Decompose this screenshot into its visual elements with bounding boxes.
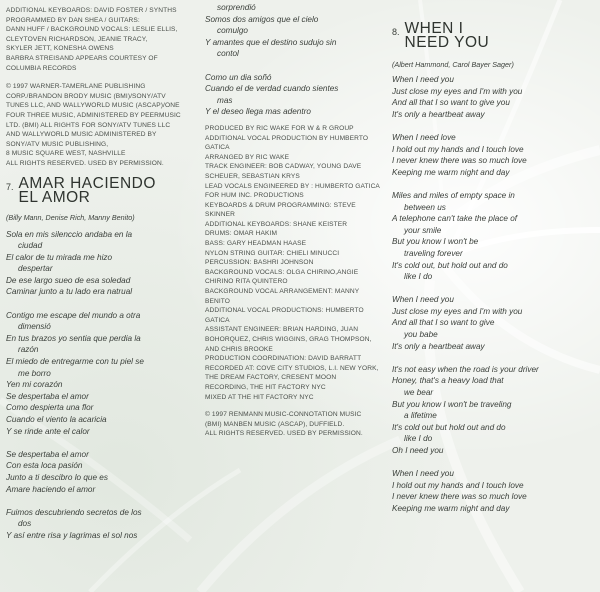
credit-line: TRACK ENGINEER: BOB CADWAY, YOUNG DAVE (205, 163, 362, 171)
lyric-line: Y amantes que el destino sudujo sin (205, 37, 337, 47)
credit-line: RECORDING, THE HIT FACTORY NYC (205, 383, 326, 391)
stanza-break (392, 178, 597, 190)
lyric-line: dos (18, 519, 32, 529)
song-title-line-2: NEED YOU (404, 34, 490, 51)
lyric-line: Como un dia soñó (205, 72, 272, 82)
lyric-line: dimensió (18, 322, 51, 332)
stanza-break (392, 120, 597, 132)
lyric-line: we bear (404, 388, 434, 398)
lyric-line: El calor de tu mirada me hizo (6, 252, 113, 262)
lyric-line: Se despertaba el amor (6, 449, 89, 459)
credit-line: ALL RIGHTS RESERVED. USED BY PERMISSION. (205, 430, 363, 438)
song-number: 8. (392, 27, 400, 37)
lyric-line: like I do (404, 272, 433, 282)
copyright-block (205, 410, 383, 439)
lyric-line: your smile (404, 225, 442, 235)
song-title-line-1: AMAR HACIENDO (18, 174, 156, 192)
lyric-line: Cuando el viento la acaricia (6, 415, 107, 424)
credit-line: CLEYTOVEN RICHARDSON, JEANIE TRACY, (6, 35, 148, 43)
lyric-line: It's cold out, but hold out and do (392, 260, 508, 270)
lyric-line: It's not easy when the road is your driver (392, 364, 539, 374)
credit-line: ADDITIONAL VOCAL PRODUCTION BY HUMBERTO (205, 134, 369, 142)
lyric-line: A telephone can't take the place of (392, 214, 518, 224)
column-middle (205, 0, 383, 439)
lyrics-block (205, 2, 383, 118)
lyric-line: De ese largo sueo de esa soledad (6, 275, 131, 285)
lyric-line: Junto a ti descibro lo que es (6, 472, 108, 482)
credit-line: SCHEUER, SEBASTIAN KRYS (205, 172, 300, 180)
song-title-line-2: EL AMOR (18, 188, 91, 206)
credit-line: ASSISTANT ENGINEER: BRIAN HARDING, JUAN (205, 326, 359, 334)
lyric-line: Oh I need you (392, 446, 444, 455)
lyrics-block (6, 229, 202, 542)
song-title-line-1: WHEN I (404, 20, 464, 37)
stanza-break (392, 283, 597, 295)
credit-line: (BMI) MANBEN MUSIC (ASCAP), DUFFIELD. (205, 420, 345, 428)
lyrics-block (392, 74, 597, 515)
song-writers: (Albert Hammond, Carol Bayer Sager) (392, 60, 514, 69)
lyric-line: When I need you (392, 469, 454, 479)
lyric-line: When I need you (392, 75, 454, 84)
credit-line: RECORDED AT: COVE CITY STUDIOS, L.I. NEW YORK, (205, 364, 379, 372)
lyric-line: you babe (404, 330, 438, 340)
lyric-line: me borro (18, 368, 51, 378)
lyric-line: It's cold out but hold out and do (392, 422, 506, 432)
credit-line: © 1997 WARNER-TAMERLANE PUBLISHING (6, 83, 146, 91)
credits-block (205, 124, 383, 402)
credit-line: © 1997 RENMANN MUSIC-CONNOTATION MUSIC (205, 411, 362, 419)
lyric-line: But you know I won't be traveling (392, 399, 512, 409)
lyric-line: Se despertaba el amor (6, 391, 89, 401)
credit-line: BASS: GARY HEADMAN HAASE (205, 240, 307, 248)
credit-text (6, 82, 202, 168)
stanza-break (6, 298, 202, 310)
song-writers: (Billy Mann, Denise Rich, Manny Benito) (6, 212, 135, 222)
credit-line: BACKGROUND VOCALS: OLGA CHIRINO,ANGIE (205, 268, 359, 276)
lyric-line: But you know I won't be (392, 237, 479, 247)
credit-line: LTD. (BMI) ALL RIGHTS FOR SONY/ATV TUNES LLC (6, 121, 171, 129)
lyric-line: comulgo (217, 26, 248, 36)
lyric-line: I never knew there was so much love (392, 156, 527, 166)
credit-line: AND WALLYWORLD MUSIC ADMINISTERED BY (6, 131, 157, 139)
credits-block (6, 6, 202, 73)
lyric-line: Just close my eyes and I'm with you (392, 86, 523, 96)
lyric-line: contol (217, 49, 239, 59)
lyric-line: Yen mi corazón (6, 380, 63, 390)
credit-line: SKINNER (205, 211, 236, 219)
column-right (392, 0, 597, 515)
lyric-line: Honey, that's a heavy load that (392, 376, 504, 386)
lyric-line: Y el deseo llega mas adentro (205, 107, 311, 117)
lyric-line: Contigo me escape del mundo a otra (6, 310, 141, 320)
credit-line: CHIRINO RITA QUINTERO (205, 278, 288, 286)
credit-line: SKYLER JETT, KONESHA OWENS (6, 45, 114, 53)
lyrics-text (6, 229, 202, 542)
stanza-break (6, 495, 202, 507)
lyric-line: Caminar junto a tu lado era natrual (6, 287, 133, 297)
lyric-line: It's only a heartbeat away (392, 341, 485, 351)
lyric-line: Miles and miles of empty space in (392, 190, 515, 200)
lyric-line: And all that I so want to give you (392, 98, 510, 108)
credit-line: GATICA (205, 316, 230, 324)
lyric-line: mas (217, 95, 233, 105)
lyric-line: Como despierta una flor (6, 403, 94, 413)
stanza-break (392, 457, 597, 469)
credit-text (205, 124, 383, 402)
lyric-line: Cuando el de verdad cuando sientes (205, 84, 339, 94)
credit-line: NYLON STRING GUITAR: CHIELI MINUCCI (205, 249, 340, 257)
lyric-line: ciudad (18, 241, 43, 251)
credit-line: BENITO (205, 297, 231, 305)
lyric-line: Con esta loca pasión (6, 461, 83, 471)
lyric-line: between us (404, 202, 446, 212)
lyric-line: Fuimos descubriendo secretos de los (6, 507, 142, 517)
lyrics-text (205, 2, 383, 118)
credit-line: ARRANGED BY RIC WAKE (205, 153, 290, 161)
credit-line: TUNES LLC, AND WALLYWORLD MUSIC (ASCAP)/ONE (6, 102, 180, 110)
lyric-line: Keeping me warm night and day (392, 503, 510, 513)
credit-line: ADDITIONAL KEYBOARDS: DAVID FOSTER / SYNTHS (6, 7, 177, 14)
lyric-line: El miedo de entregarme con tu piel se (6, 357, 144, 367)
credit-line: FOUR THREE MUSIC, ADMINISTERED BY PEERMUSIC (6, 111, 181, 119)
credit-line: BACKGROUND VOCAL ARRANGEMENT: MANNY (205, 288, 360, 296)
lyric-line: I hold out my hands and I touch love (392, 480, 524, 490)
lyric-line: Just close my eyes and I'm with you (392, 306, 523, 316)
credit-line: CORP./BRANDON BRODY MUSIC (BMI)/SONY/ATV (6, 92, 166, 100)
song-title (392, 22, 597, 50)
lyric-line: Y así entre risa y lagrimas el sol nos (6, 530, 138, 540)
credit-line: ADDITIONAL KEYBOARDS: SHANE KEISTER (205, 220, 348, 228)
credit-line: KEYBOARDS & DRUM PROGRAMMING: STEVE (205, 201, 356, 209)
credit-line: DANN HUFF / BACKGROUND VOCALS: LESLIE ELLIS, (6, 26, 178, 34)
credit-line: FOR HUM INC. PRODUCTIONS (205, 192, 304, 200)
credit-line: ADDITIONAL VOCAL PRODUCTIONS: HUMBERTO (205, 307, 364, 315)
credit-text (205, 410, 383, 439)
lyric-line: sorprendió (217, 3, 256, 12)
lyric-line: I hold out my hands and I touch love (392, 144, 524, 154)
lyric-line: Keeping me warm night and day (392, 167, 510, 177)
song-number: 7. (6, 181, 14, 192)
lyric-line: Somos dos amigos que el cielo (205, 14, 319, 24)
lyric-line: despertar (18, 264, 53, 274)
credit-line: BARBRA STREISAND APPEARS COURTESY OF (6, 54, 158, 62)
credit-line: COLUMBIA RECORDS (6, 64, 77, 72)
credit-line: THE DREAM FACTORY, CRESENT MOON (205, 374, 337, 382)
stanza-break (392, 352, 597, 364)
lyric-line: traveling forever (404, 248, 463, 258)
lyrics-text (392, 74, 597, 515)
credit-line: GATICA (205, 144, 230, 152)
credit-line: MIXED AT THE HIT FACTORY NYC (205, 393, 314, 401)
credit-line: SONY/ATV MUSIC PUBLISHING, (6, 140, 109, 148)
stanza-break (205, 60, 383, 72)
lyric-line: like I do (404, 434, 433, 444)
lyric-line: Sola en mis silenccio andaba en la (6, 229, 133, 239)
credit-line: LEAD VOCALS ENGINEERED BY : HUMBERTO GATICA (205, 182, 380, 190)
credit-line: PRODUCTION COORDINATION: DAVID BARRATT (205, 355, 362, 363)
credit-line: ALL RIGHTS RESERVED. USED BY PERMISSION. (6, 159, 164, 167)
lyric-line: En tus brazos yo sentia que perdia la (6, 333, 141, 343)
lyric-line: Y se rinde ante el calor (6, 426, 90, 436)
credit-line: DRUMS: OMAR HAKIM (205, 230, 278, 238)
credit-line: PERCUSSION: BASHRI JOHNSON (205, 259, 314, 267)
credit-text (6, 6, 202, 73)
credit-line: BOHORQUEZ, CHRIS WIGGINS, GRAG THOMPSON, (205, 336, 372, 343)
lyric-line: razón (18, 345, 39, 355)
copyright-block (6, 82, 202, 168)
credit-line: PRODUCED BY RIC WAKE FOR W & R GROUP (205, 124, 354, 132)
stanza-break (6, 437, 202, 449)
column-left (6, 0, 202, 542)
lyric-line: And all that I so want to give (392, 318, 495, 328)
lyric-line: Amare haciendo el amor (6, 484, 96, 494)
lyric-line: When I need you (392, 295, 454, 305)
lyric-line: When I need love (392, 132, 456, 142)
lyric-line: I never knew there was so much love (392, 492, 527, 502)
credit-line: PROGRAMMED BY DAN SHEA / GUITARS: (6, 16, 140, 24)
credit-line: AND CHRIS BROOKE (205, 345, 273, 353)
song-title (6, 174, 202, 206)
lyric-line: a lifetime (404, 411, 437, 421)
credit-line: 8 MUSIC SQUARE WEST, NASHVILLE (6, 150, 126, 158)
lyric-line: It's only a heartbeat away (392, 109, 485, 119)
